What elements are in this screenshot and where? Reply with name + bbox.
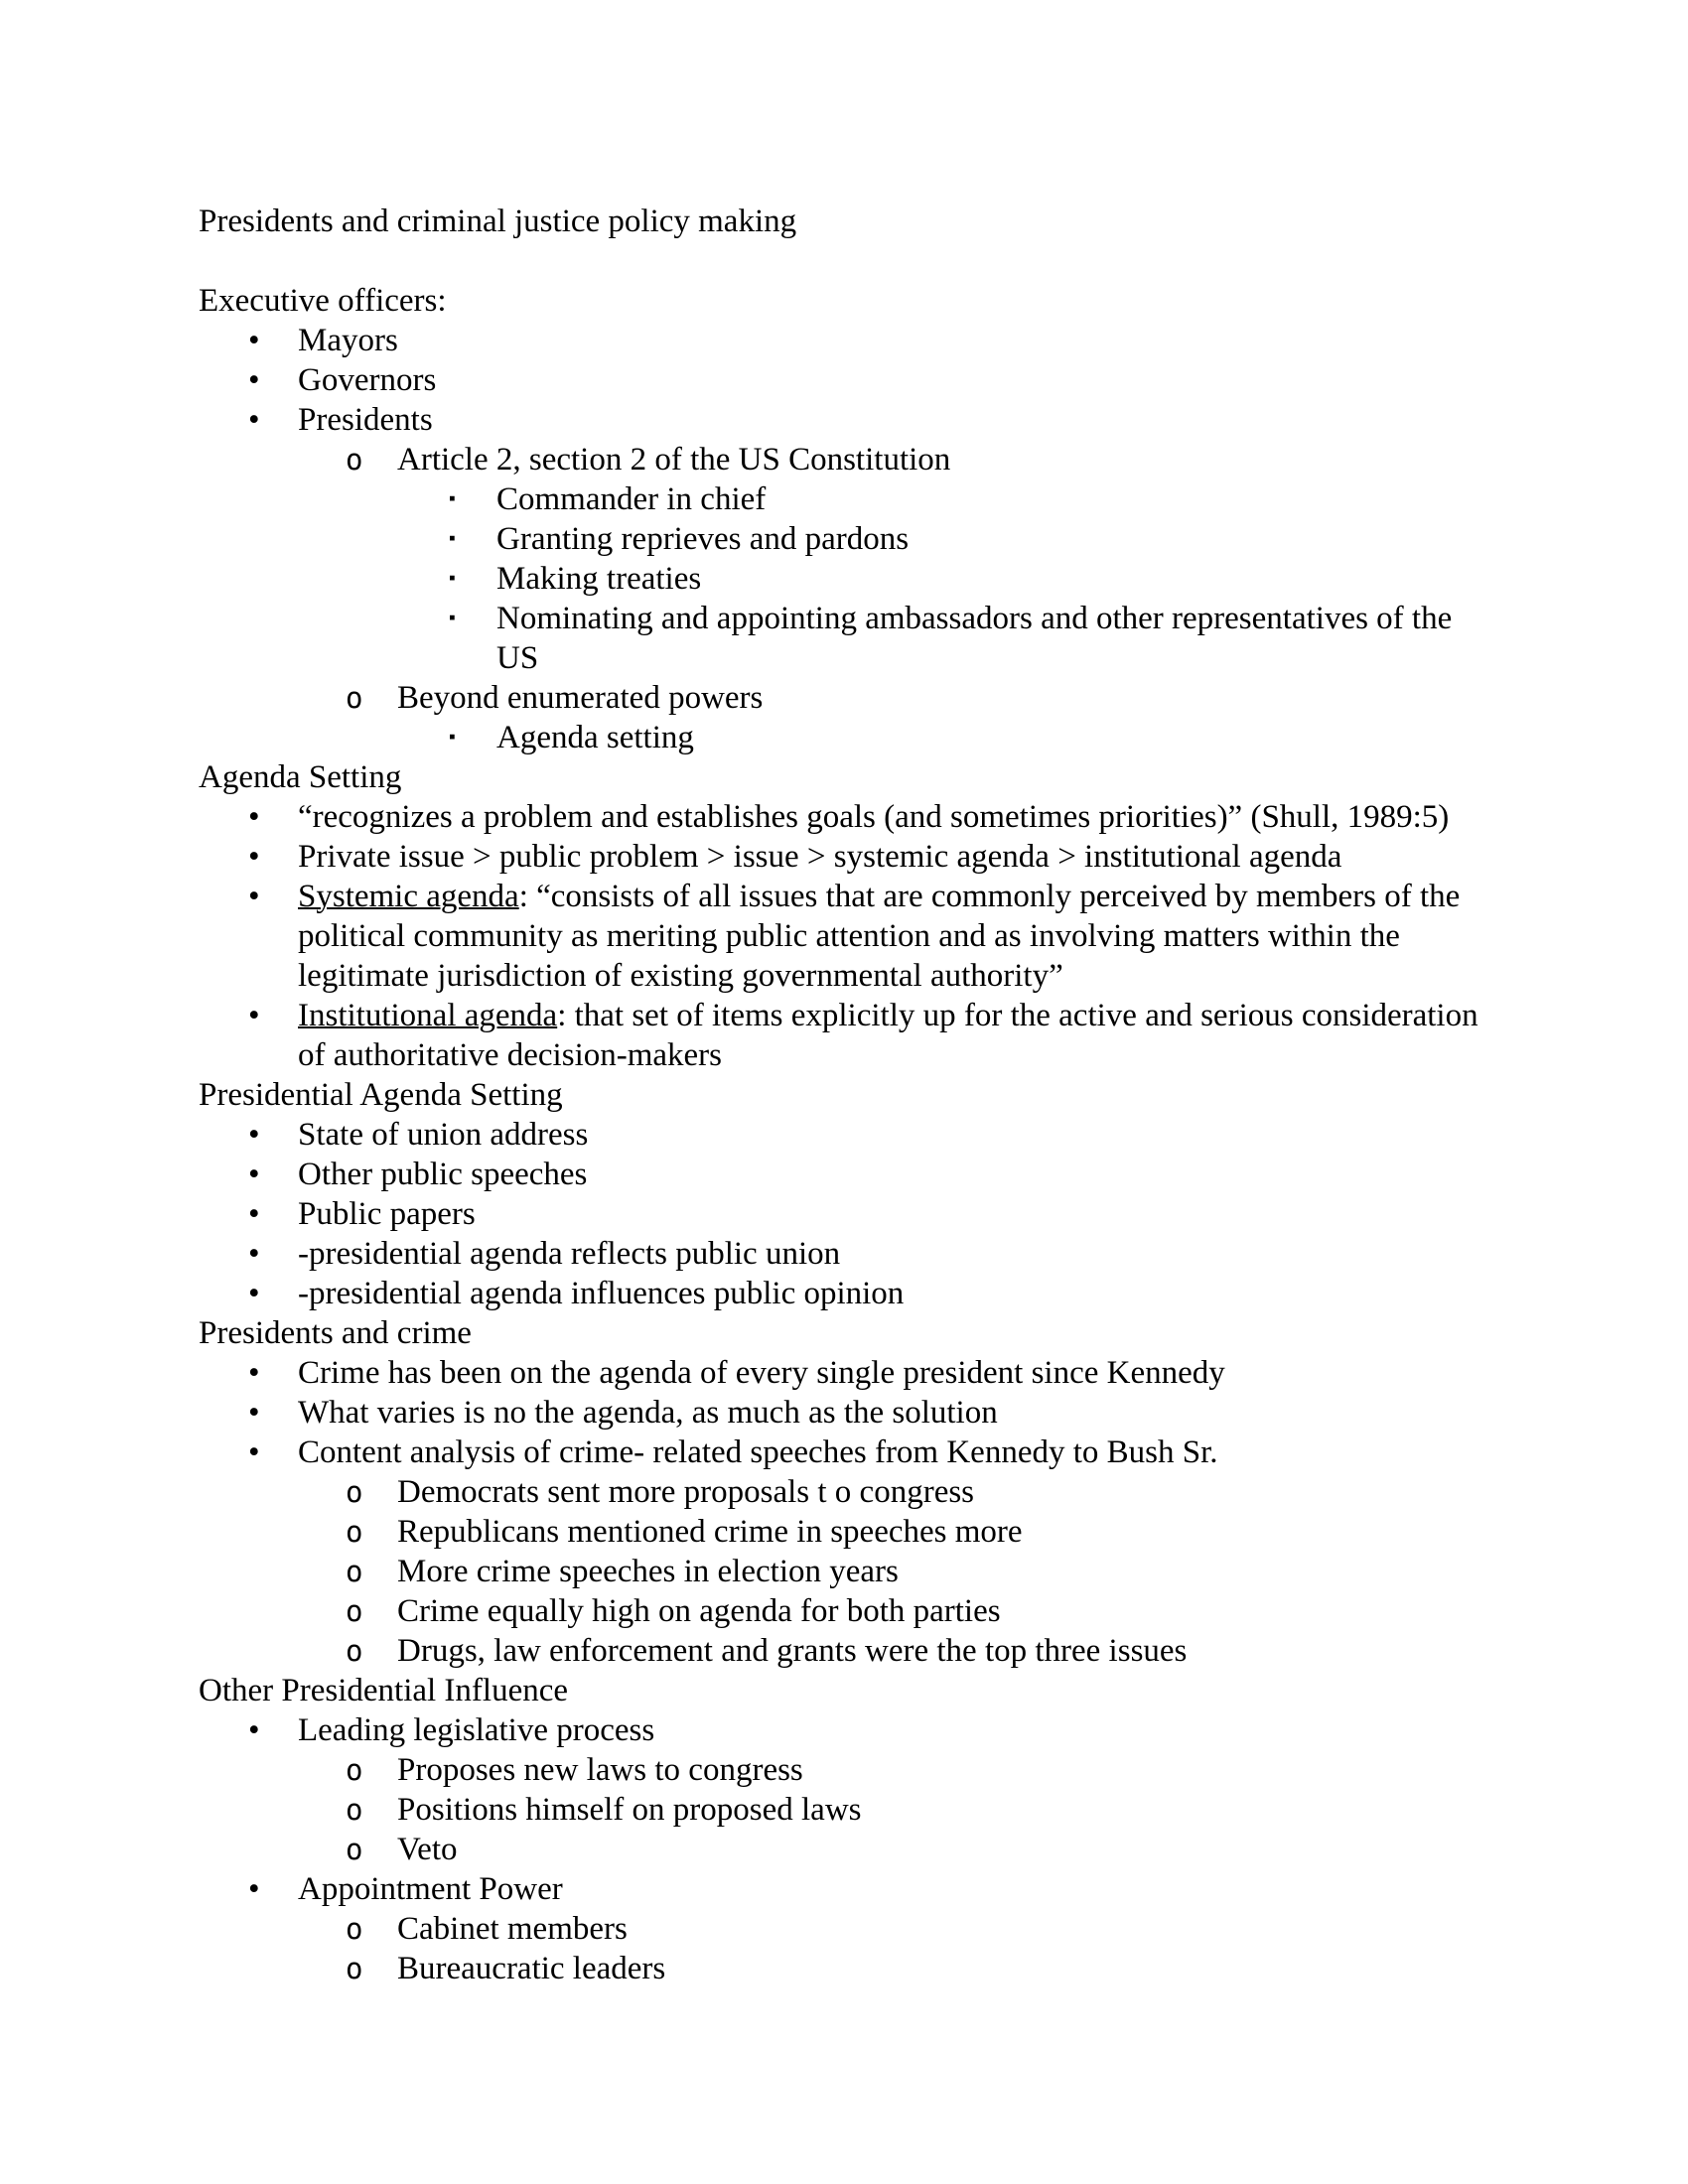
bullet-disc-icon: • bbox=[248, 1871, 260, 1907]
list-item-text: Appointment Power bbox=[298, 1871, 563, 1907]
list-item-text: Granting reprieves and pardons bbox=[496, 521, 910, 557]
bullet-circle-icon: o bbox=[346, 1952, 363, 1985]
underlined-term: Institutional agenda bbox=[298, 998, 558, 1033]
list-item-text: Bureaucratic leaders bbox=[397, 1951, 666, 1986]
list-item-text bbox=[298, 998, 1478, 1073]
list-item bbox=[199, 1591, 1489, 1631]
list-item bbox=[199, 321, 1489, 360]
list-item bbox=[199, 1512, 1489, 1552]
list-item-text: Article 2, section 2 of the US Constitution bbox=[397, 442, 951, 478]
list-item bbox=[199, 996, 1489, 1075]
bullet-disc-icon: • bbox=[248, 879, 260, 914]
bullet-disc-icon: • bbox=[248, 1157, 260, 1192]
list-item bbox=[199, 1353, 1489, 1393]
list-item-text: Cabinet members bbox=[397, 1911, 628, 1947]
list-item bbox=[199, 1631, 1489, 1671]
list-item-text: Mayors bbox=[298, 323, 398, 358]
list-item-text: Other public speeches bbox=[298, 1157, 588, 1192]
document-content bbox=[199, 202, 1489, 1988]
list-item bbox=[199, 479, 1489, 519]
list-item bbox=[199, 1472, 1489, 1512]
definition-text: : that set of items explicitly up for the active and serious consideration of authoritative decision-makers bbox=[298, 998, 1478, 1073]
list-item bbox=[199, 1155, 1489, 1194]
list-item-text: State of union address bbox=[298, 1117, 589, 1153]
list-item-text: Agenda setting bbox=[496, 720, 694, 755]
list-item bbox=[199, 1710, 1489, 1750]
bullet-circle-icon: o bbox=[346, 1555, 363, 1588]
list-item-text: Crime has been on the agenda of every single president since Kennedy bbox=[298, 1355, 1225, 1391]
bullet-disc-icon: • bbox=[248, 402, 260, 438]
list-item bbox=[199, 1234, 1489, 1274]
list-item bbox=[199, 599, 1489, 678]
list-item bbox=[199, 797, 1489, 837]
definition-text: : “consists of all issues that are commonly perceived by members of the political community as meriting public attention and as involving matters within the legitimate jurisdiction of existing governmental authority” bbox=[298, 879, 1461, 994]
bullet-disc-icon: • bbox=[248, 323, 260, 358]
list-item-text: Nominating and appointing ambassadors and other representatives of the US bbox=[496, 601, 1453, 676]
list-item-text: Presidents bbox=[298, 402, 433, 438]
list-item bbox=[199, 1552, 1489, 1591]
section-heading-executive-officers: Executive officers: bbox=[199, 283, 447, 319]
list-item bbox=[199, 1869, 1489, 1909]
list-item bbox=[199, 877, 1489, 996]
bullet-disc-icon: • bbox=[248, 1117, 260, 1153]
section-heading-presidents-and-crime: Presidents and crime bbox=[199, 1315, 472, 1351]
bullet-square-icon: ▪ bbox=[449, 608, 456, 628]
list-item bbox=[199, 1750, 1489, 1790]
bullet-disc-icon: • bbox=[248, 1276, 260, 1311]
list-item-text: Governors bbox=[298, 362, 437, 398]
list-item-text: Private issue > public problem > issue > systemic agenda > institutional agenda bbox=[298, 839, 1342, 875]
bullet-disc-icon: • bbox=[248, 1196, 260, 1232]
bullet-circle-icon: o bbox=[346, 1753, 363, 1787]
section-heading-presidential-agenda-setting: Presidential Agenda Setting bbox=[199, 1077, 563, 1113]
bullet-circle-icon: o bbox=[346, 1475, 363, 1509]
list-item-text: Drugs, law enforcement and grants were the top three issues bbox=[397, 1633, 1188, 1669]
list-item-text: Public papers bbox=[298, 1196, 476, 1232]
list-item-text: What varies is no the agenda, as much as the solution bbox=[298, 1395, 998, 1431]
bullet-circle-icon: o bbox=[346, 1793, 363, 1827]
section-heading-other-presidential-influence: Other Presidential Influence bbox=[199, 1673, 569, 1708]
list-item-text: Commander in chief bbox=[496, 481, 767, 517]
bullet-circle-icon: o bbox=[346, 1634, 363, 1668]
list-item-text: -presidential agenda influences public opinion bbox=[298, 1276, 905, 1311]
bullet-circle-icon: o bbox=[346, 681, 363, 715]
bullet-disc-icon: • bbox=[248, 998, 260, 1033]
list-item bbox=[199, 1433, 1489, 1472]
list-item-text: Proposes new laws to congress bbox=[397, 1752, 803, 1788]
bullet-disc-icon: • bbox=[248, 799, 260, 835]
list-item-text: “recognizes a problem and establishes goals (and sometimes priorities)” (Shull, 1989:5) bbox=[298, 799, 1450, 835]
list-item bbox=[199, 1393, 1489, 1433]
list-item bbox=[199, 559, 1489, 599]
list-item bbox=[199, 718, 1489, 757]
list-item-text: Beyond enumerated powers bbox=[397, 680, 764, 716]
list-item-text: Democrats sent more proposals t o congress bbox=[397, 1474, 975, 1510]
underlined-term: Systemic agenda bbox=[298, 879, 519, 914]
list-item-text: Content analysis of crime- related speeches from Kennedy to Bush Sr. bbox=[298, 1434, 1218, 1470]
bullet-disc-icon: • bbox=[248, 839, 260, 875]
bullet-disc-icon: • bbox=[248, 1355, 260, 1391]
list-item bbox=[199, 440, 1489, 479]
bullet-disc-icon: • bbox=[248, 1712, 260, 1748]
blank-line bbox=[199, 241, 1489, 281]
list-item bbox=[199, 519, 1489, 559]
list-item bbox=[199, 400, 1489, 440]
doc-title bbox=[199, 202, 1489, 241]
list-item-text: -presidential agenda reflects public union bbox=[298, 1236, 841, 1272]
list-item-text: Making treaties bbox=[496, 561, 702, 597]
list-item-text: Leading legislative process bbox=[298, 1712, 655, 1748]
list-item bbox=[199, 1949, 1489, 1988]
bullet-circle-icon: o bbox=[346, 1833, 363, 1866]
bullet-disc-icon: • bbox=[248, 1236, 260, 1272]
list-item bbox=[199, 1115, 1489, 1155]
list-item bbox=[199, 1830, 1489, 1869]
list-item-text: More crime speeches in election years bbox=[397, 1554, 899, 1589]
bullet-square-icon: ▪ bbox=[449, 488, 456, 509]
bullet-square-icon: ▪ bbox=[449, 568, 456, 589]
bullet-circle-icon: o bbox=[346, 1594, 363, 1628]
list-item bbox=[199, 1909, 1489, 1949]
list-item bbox=[199, 837, 1489, 877]
list-item bbox=[199, 360, 1489, 400]
list-item bbox=[199, 1194, 1489, 1234]
bullet-disc-icon: • bbox=[248, 1395, 260, 1431]
list-item-text: Crime equally high on agenda for both parties bbox=[397, 1593, 1001, 1629]
bullet-square-icon: ▪ bbox=[449, 528, 456, 549]
bullet-square-icon: ▪ bbox=[449, 727, 456, 748]
list-item bbox=[199, 678, 1489, 718]
doc-title-text: Presidents and criminal justice policy making bbox=[199, 204, 797, 239]
list-item-text: Republicans mentioned crime in speeches more bbox=[397, 1514, 1023, 1550]
bullet-disc-icon: • bbox=[248, 362, 260, 398]
list-item-text: Veto bbox=[397, 1832, 458, 1867]
bullet-circle-icon: o bbox=[346, 1912, 363, 1946]
list-item-text: Positions himself on proposed laws bbox=[397, 1792, 862, 1828]
bullet-disc-icon: • bbox=[248, 1434, 260, 1470]
section-heading-agenda-setting: Agenda Setting bbox=[199, 759, 402, 795]
list-item bbox=[199, 1274, 1489, 1313]
list-item-text bbox=[298, 879, 1460, 994]
bullet-circle-icon: o bbox=[346, 443, 363, 477]
list-item bbox=[199, 1790, 1489, 1830]
bullet-circle-icon: o bbox=[346, 1515, 363, 1549]
